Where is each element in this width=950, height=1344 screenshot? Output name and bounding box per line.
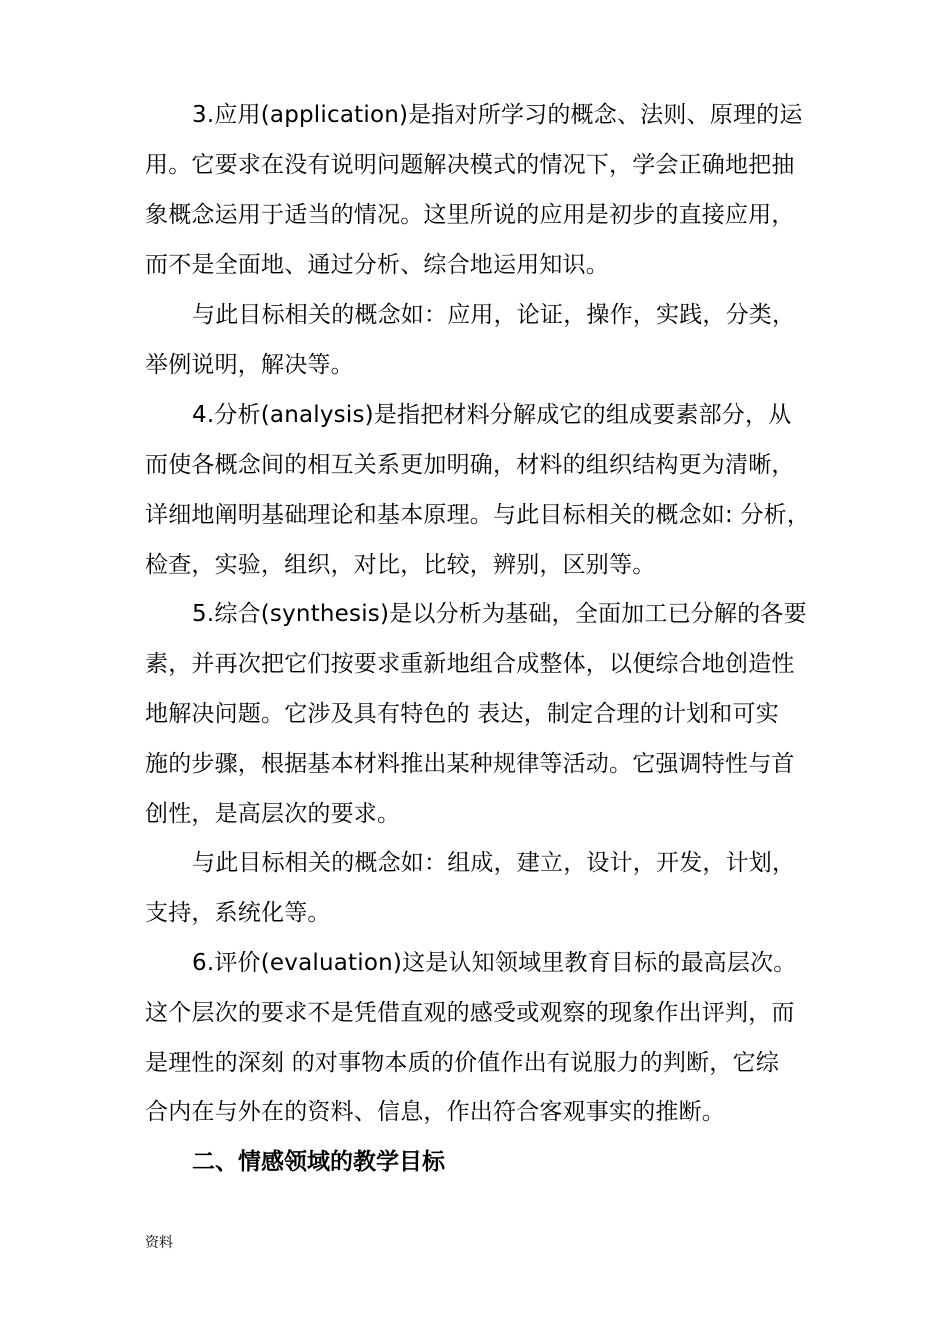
paragraph-3-line-2: 而使各概念间的相互关系更加明确，材料的组织结构更为清晰， [145, 452, 795, 478]
paragraph-6-line-3: 是理性的深刻 的对事物本质的价值作出有说服力的判断，它综 [145, 1050, 779, 1076]
paragraph-4-line-5: 创性，是高层次的要求。 [145, 801, 401, 827]
page-footer: 资料 [145, 1235, 173, 1251]
paragraph-3-line-1: 4.分析(analysis)是指把材料分解成它的组成要素部分，从 [192, 402, 792, 428]
paragraph-4-line-1: 5.综合(synthesis)是以分析为基础，全面加工已分解的各要 [192, 601, 807, 627]
paragraph-6-line-4: 合内在与外在的资料、信息，作出符合客观事实的推断。 [145, 1099, 725, 1125]
paragraph-5-line-1: 与此目标相关的概念如：组成，建立，设计，开发，计划， [192, 850, 796, 876]
paragraph-6-line-1: 6.评价(evaluation)这是认知领域里教育目标的最高层次。 [192, 950, 797, 976]
paragraph-5-line-2: 支持，系统化等。 [145, 900, 331, 926]
section-heading: 二、情感领域的教学目标 [192, 1149, 445, 1175]
paragraph-6-line-2: 这个层次的要求不是凭借直观的感受或观察的现象作出评判，而 [145, 1000, 795, 1026]
paragraph-4-line-2: 素，并再次把它们按要求重新地组合成整体，以便综合地创造性 [145, 651, 795, 677]
paragraph-1-line-3: 象概念运用于适当的情况。这里所说的应用是初步的直接应用， [145, 202, 795, 228]
paragraph-4-line-3: 地解决问题。它涉及具有特色的 表达，制定合理的计划和可实 [145, 701, 779, 727]
paragraph-1-line-4: 而不是全面地、通过分析、综合地运用知识。 [145, 252, 609, 278]
paragraph-1-line-2: 用。它要求在没有说明问题解决模式的情况下，学会正确地把抽 [145, 152, 795, 178]
paragraph-3-line-4: 检查，实验，组织，对比，比较，辨别，区别等。 [145, 552, 656, 578]
paragraph-2-line-1: 与此目标相关的概念如：应用，论证，操作，实践，分类， [192, 302, 796, 328]
paragraph-2-line-2: 举例说明，解决等。 [145, 352, 354, 378]
paragraph-4-line-4: 施的步骤，根据基本材料推出某种规律等活动。它强调特性与首 [145, 751, 795, 777]
paragraph-3-line-3: 详细地阐明基础理论和基本原理。与此目标相关的概念如: 分析， [145, 502, 811, 528]
paragraph-1-line-1: 3.应用(application)是指对所学习的概念、法则、原理的运 [192, 102, 803, 128]
